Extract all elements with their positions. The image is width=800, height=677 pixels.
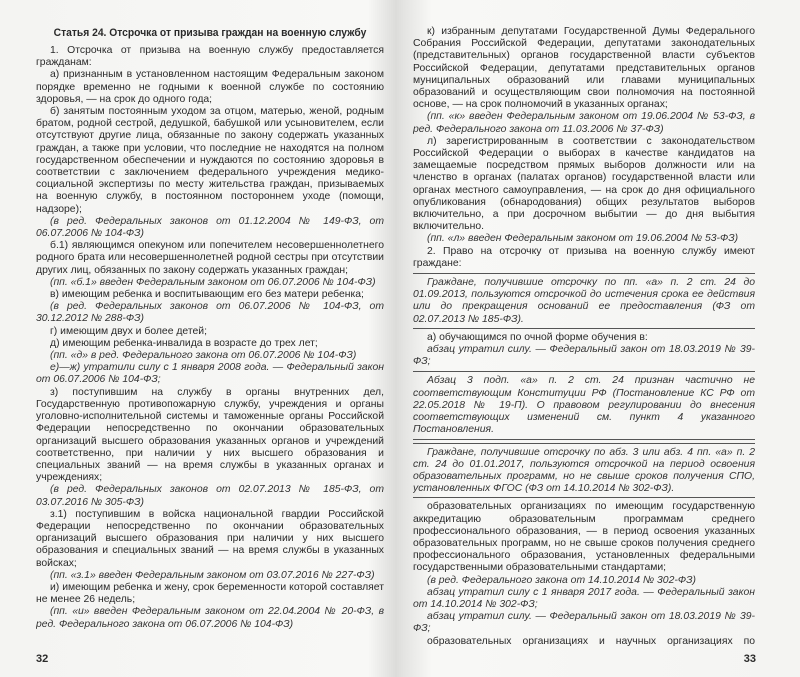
law-paragraph: 2. Право на отсрочку от призыва на военную службу имеют граждане: — [413, 245, 755, 269]
left-page — [36, 26, 384, 647]
page-number-right: 33 — [743, 653, 756, 665]
law-paragraph: г) имеющим двух и более детей; — [50, 325, 207, 337]
note-box-constitutional-court — [413, 371, 755, 439]
article-title: Статья 24. Отсрочка от призыва граждан на военную службу — [53, 27, 367, 39]
law-paragraph: б) занятым постоянным уходом за отцом, матерью, женой, родным братом, родной сестрой, дедушкой, бабушкой или усыновителем, если отсутствуют другие лица, обязанные по закону содержать указанных граждан, а также при условии, что последние не находятся на полном государственном обеспечении и нуждаются по состоянию здоровья в соответствии с заключением федерального учреждения медико-социальной экспертизы по месту жительства граждан, призываемых на военную службу, в постоянном постороннем уходе (помощи, надзоре); — [36, 106, 384, 215]
law-paragraph-note: е)—ж) утратили силу с 1 января 2008 года. — Федеральный закон от 06.07.2006 № 104-ФЗ; — [36, 362, 384, 386]
law-paragraph: образовательных организациях и научных организациях по — [427, 635, 755, 647]
law-paragraph-note: (пп. «и» введен Федеральным законом от 22.04.2004 № 20-ФЗ, в ред. Федерального закона от 06.07.2006 № 104-ФЗ) — [36, 606, 384, 630]
right-page-middle — [413, 332, 755, 369]
law-paragraph-note: (пп. «л» введен Федеральным законом от 19.06.2004 № 53-ФЗ) — [427, 233, 739, 245]
law-paragraph: 1. Отсрочка от призыва на военную службу предоставляется гражданам: — [36, 45, 384, 69]
law-paragraph: и) имеющим ребенка и жену, срок беременности которой составляет не менее 26 недель; — [36, 581, 384, 606]
law-paragraph-note: (пп. «к» введен Федеральным законом от 19.06.2004 № 53-ФЗ, в ред. Федерального закона от 11.03.2006 № 37-ФЗ) — [413, 111, 755, 135]
box-note-note: Граждане, получившие отсрочку по пп. «а» п. 2 ст. 24 до 01.09.2013, пользуются отсрочкой до истечения срока ее действия или до прекращения оснований ее предоставления (ФЗ от 02.07.2013 № 185-ФЗ). — [413, 277, 755, 325]
law-paragraph: б.1) являющимся опекуном или попечителем несовершеннолетнего родного брата или несовершеннолетней родной сестры при отсутствии других лиц, обязанных по закону содержать указанных граждан; — [36, 240, 384, 276]
right-page-top — [413, 26, 755, 270]
law-paragraph: образовательных организациях по имеющим государственную аккредитацию образовательным программам среднего профессионального образования, — в период освоения указанных образовательных программ, но не свыше сроков получения среднего профессионального образования, установленных федеральными государственными образовательными стандартами; — [413, 501, 755, 574]
law-paragraph-note: (в ред. Федеральных законов от 01.12.2004 № 149-ФЗ, от 06.07.2006 № 104-ФЗ) — [36, 215, 384, 240]
law-paragraph-note: абзац утратил силу. — Федеральный закон от 18.03.2019 № 39-ФЗ; — [413, 611, 755, 635]
note-box-deferral-2017 — [413, 443, 755, 499]
right-page-bottom — [413, 501, 755, 647]
note-box-deferral-2013 — [413, 273, 755, 329]
law-paragraph-note: (в ред. Федеральных законов от 06.07.2006 № 104-ФЗ, от 30.12.2012 № 288-ФЗ) — [36, 301, 384, 325]
page-number-left: 32 — [36, 653, 49, 665]
law-paragraph: к) избранным депутатами Государственной Думы Федерального Собрания Российской Федерации, депутатами законодательных (представительных) органов государственной власти субъектов Российской Федерации, депутатами представительных органов муниципальных образований или главами муниципальных образований и осуществляющим свои полномочия на постоянной основе, — на срок полномочий в указанных органах; — [413, 26, 755, 111]
law-paragraph: а) обучающимся по очной форме обучения в: — [427, 331, 648, 343]
law-paragraph-note: (в ред. Федеральных законов от 02.07.2013 № 185-ФЗ, от 03.07.2016 № 305-ФЗ) — [36, 484, 384, 508]
law-paragraph: а) признанным в установленном настоящим Федеральным законом порядке временно не годными к военной службе по состоянию здоровья, — на срок до одного года; — [36, 69, 384, 105]
law-paragraph: в) имеющим ребенка и воспитывающим его без матери ребенка; — [50, 289, 364, 301]
right-page — [413, 26, 755, 647]
box-note-note: Граждане, получившие отсрочку по абз. 3 или абз. 4 пп. «а» п. 2 ст. 24 до 01.01.2017, пользуются отсрочкой на период освоения образовательных программ, но не свыше сроков получения СПО, установленных ФГОС (ФЗ от 14.10.2014 № 302-ФЗ). — [413, 446, 755, 495]
law-paragraph-note: (пп. «б.1» введен Федеральным законом от 06.07.2006 № 104-ФЗ) — [50, 276, 376, 288]
law-paragraph-note: абзац утратил силу. — Федеральный закон от 18.03.2019 № 39-ФЗ; — [413, 344, 755, 368]
box-note-note: Абзац 3 подп. «а» п. 2 ст. 24 признан частично не соответствующим Конституции РФ (Постановление КС РФ от 22.05.2018 № 19-П). О правовом регулировании до внесения соответствующих изменений см. пункт 4 указанного Постановления. — [413, 375, 755, 436]
law-paragraph-note: (пп. «з.1» введен Федеральным законом от 03.07.2016 № 227-ФЗ) — [50, 569, 375, 581]
law-paragraph: з) поступившим на службу в органы внутренних дел, Государственную противопожарную службу, учреждения и органы уголовно-исполнительной системы и таможенные органы Российской Федерации непосредственно по окончании образовательных организаций высшего образования указанных органов и учреждений соответственно, при наличии у них высшего образования и специальных званий — на время службы в указанных органах и учреждениях; — [36, 386, 384, 484]
left-page-body — [36, 45, 384, 631]
law-paragraph: з.1) поступившим в войска национальной гвардии Российской Федерации непосредственно по окончании образовательных организаций высшего образования при наличии у них высшего образования и специальных званий — на время службы в указанных войсках; — [36, 508, 384, 569]
law-paragraph: д) имеющим ребенка-инвалида в возрасте до трех лет; — [50, 337, 318, 349]
law-paragraph-note: абзац утратил силу с 1 января 2017 года. — Федеральный закон от 14.10.2014 № 302-ФЗ; — [413, 586, 755, 610]
law-paragraph-note: (пп. «д» в ред. Федерального закона от 06.07.2006 № 104-ФЗ) — [50, 350, 357, 362]
law-paragraph: л) зарегистрированным в соответствии с законодательством Российской Федерации о выборах в качестве кандидатов на замещаемые посредством прямых выборов должности или на членство в органах (палатах органов) государственной власти или органах местного самоуправления, — на срок до дня официального опубликования (обнародования) общих результатов выборов включительно, а при досрочном выбытии — до дня выбытия включительно. — [413, 135, 755, 233]
law-paragraph-note: (в ред. Федерального закона от 14.10.2014 № 302-ФЗ) — [427, 574, 696, 586]
